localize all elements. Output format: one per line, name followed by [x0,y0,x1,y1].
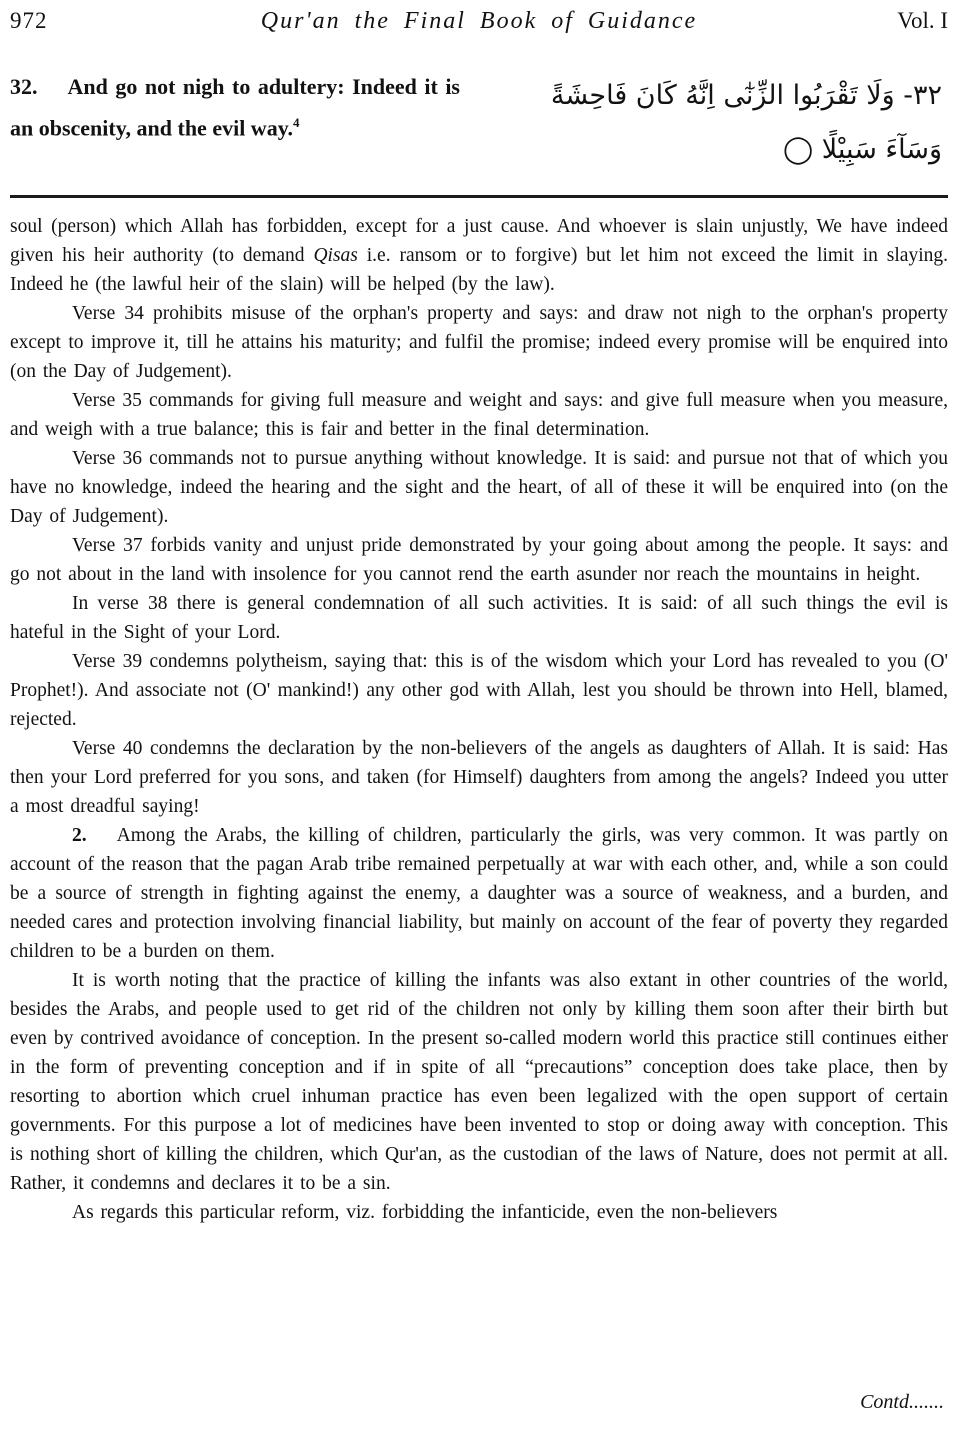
verse-arabic [460,69,948,177]
verse-arabic-line-2: وَسَآءَ سَبِيْلًا ◯ [783,134,942,165]
paragraph-verse-38: In verse 38 there is general condemnation of all such activities. It is said: of all such things the evil is hateful in the Sight of your Lord. [10,593,948,643]
paragraph-verse-40: Verse 40 condemns the declaration by the non-believers of the angels as daughters of Allah. It is said: Has then your Lord preferred for you sons, and taken (for Himself) daughters from among the angels? Indeed you utter a most dreadful saying! [10,738,948,817]
section-divider [10,195,948,198]
verse-number: 32. [10,74,38,99]
paragraph-verse-39: Verse 39 condemns polytheism, saying that: this is of the wisdom which your Lord has revealed to you (O' Prophet!). And associate not (O' mankind!) any other god with Allah, lest you should be thrown into Hell, blamed, rejected. [10,651,948,730]
paragraph-text: Among the Arabs, the killing of children, particularly the girls, was very common. It was partly on account of the reason that the pagan Arab tribe remained perpetually at war with each other, and, while a son could be a source of strength in fighting against the enemy, a daughter was a source of weakness, and a burden, and needed cares and protection involving financial liability, but mainly on account of the fear of poverty they regarded children to be a burden on them. [10,825,948,962]
paragraph-reform-intro: As regards this particular reform, viz. forbidding the infanticide, even the non-believers [72,1202,778,1223]
continued-label: Contd....... [860,1391,944,1413]
footnote-reference: 4 [292,115,300,130]
paragraph-continuation [10,212,948,299]
book-title: Qur'an the Final Book of Guidance [260,8,698,34]
note-number: 2. [72,825,87,846]
page-footer [10,1363,948,1414]
paragraph-verse-35: Verse 35 commands for giving full measure and weight and says: and give full measure when you measure, and weigh with a true balance; this is fair and better in the final determination. [10,390,948,440]
italic-term: Qisas [313,245,358,266]
paragraph-text: i.e. ransom or to forgive) but let him not exceed the limit in slaying. Indeed he (the lawful heir of the slain) will be helped (by the law). [10,245,949,295]
paragraph-note-2 [10,821,948,966]
paragraph-verse-37: Verse 37 forbids vanity and unjust pride demonstrated by your going about among the people. It says: and go not about in the land with insolence for you cannot rend the earth asunder nor reach the mountains in height. [10,535,948,585]
paragraph-infanticide-practice: It is worth noting that the practice of killing the infants was also extant in other countries of the world, besides the Arabs, and people used to get rid of the children not only by killing them soon after their birth but even by contrived avoidance of conception. In the present so-called modern world this practice still continues either in the form of preventing conception and if in spite of all “precautions” conception does take place, then by resorting to abortion which cruel inhuman practice has even been legalized with the open support of certain governments. For this purpose a lot of medicines have been invented to stop or doing away with conception. This is nothing short of killing the children, which Qur'an, as the custodian of the laws of Nature, does not permit at all. Rather, it condemns and declares it to be a sin. [10,970,948,1194]
commentary-text [10,212,948,1227]
paragraph-verse-34: Verse 34 prohibits misuse of the orphan's property and says: and draw not nigh to the orphan's property except to improve it, till he attains his maturity; and fulfil the promise; indeed every promise will be enquired into (on the Day of Judgement). [10,303,948,382]
page-number: 972 [10,8,48,33]
volume-label: Vol. I [897,8,948,33]
paragraph-text: soul (person) which Allah has forbidden, except for a just cause. And whoever is slain unjustly, We have indeed given his heir authority (to demand [10,216,948,266]
verse-translation-text: And go not nigh to adultery: Indeed it is an obscenity, and the evil way. [10,74,460,141]
verse-translation [10,69,460,177]
verse-block [10,69,948,177]
paragraph-verse-36: Verse 36 commands not to pursue anything without knowledge. It is said: and pursue not that of which you have no knowledge, indeed the hearing and the sight and the heart, of all of these it will be enquired into (on the Day of Judgement). [10,448,948,527]
page-header [10,8,948,35]
verse-arabic-line-1: ۳۲- وَلَا تَقْرَبُوا الزِّنٰٓى اِنَّهُ كَانَ فَاحِشَةً [550,80,942,111]
